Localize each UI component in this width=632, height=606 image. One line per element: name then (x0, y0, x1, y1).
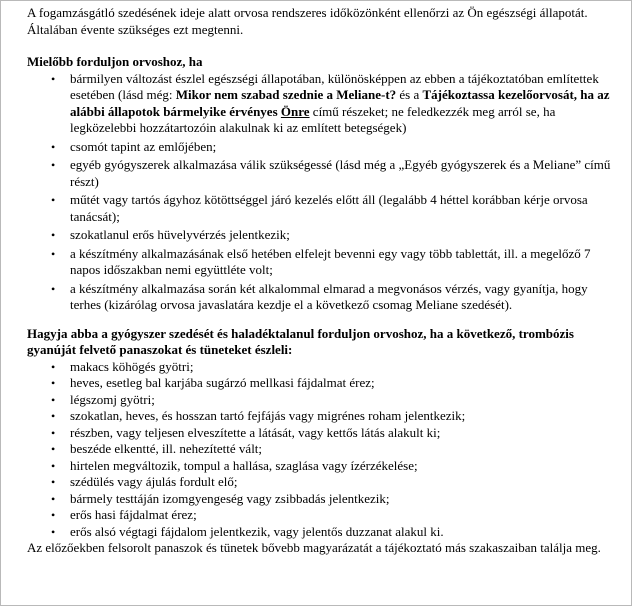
list-item: • szédülés vagy ájulás fordult elő; (51, 474, 238, 489)
list-item: • részben, vagy teljesen elveszítette a látását, vagy kettős látás alakult ki; (51, 424, 441, 440)
list-item: • csomót tapint az emlőjében; (51, 138, 217, 154)
bullet-icon: • (51, 158, 56, 172)
bullet-icon: • (51, 392, 56, 407)
bullet-icon: • (51, 409, 56, 423)
list-item: • a készítmény alkalmazása során két alkalommal elmarad a megvonásos vérzés, vagy gyanítja, hogy terhes (kizárólag orvosa javaslatára kezdje el a következő csomag Meliane szedését). (51, 280, 588, 312)
list-item: • szokatlan, heves, és hosszan tartó fejfájás vagy migrénes roham jelentkezik; (51, 408, 466, 423)
bullet-icon: • (51, 193, 56, 207)
bullet-icon: • (51, 359, 56, 374)
bullet-icon: • (51, 71, 56, 86)
list-item: • műtét vagy tartós ágyhoz kötöttséggel járó kezelés előtt áll (legalább 4 héttel korábban kérje orvosa tanácsát); (51, 192, 588, 224)
bullet-icon: • (51, 458, 56, 473)
outro-paragraph: Az előzőekben felsorolt panaszok és tünetek bővebb magyarázatát a tájékoztató más szakaszaiban találja meg. (27, 540, 601, 555)
list-item: • makacs köhögés gyötri; (51, 358, 194, 374)
list-item: • egyéb gyógyszerek alkalmazása válik szükségessé (lásd még a „Egyéb gyógyszerek és a Meliane” című részt) (51, 157, 611, 189)
bullet-icon: • (51, 475, 56, 489)
list-item: • a készítmény alkalmazásának első hetében elfelejt bevenni egy vagy több tablettát, ill. a megelőző 7 napos időszakban nemi együttléte volt; (51, 245, 591, 277)
list-item: • szokatlanul erős hüvelyvérzés jelentkezik; (51, 227, 290, 242)
list-item: • heves, esetleg bal karjába sugárzó mellkasi fájdalmat érez; (51, 375, 375, 390)
bullet-icon: • (51, 139, 56, 154)
bullet-icon: • (51, 442, 56, 456)
list-item: • hirtelen megváltozik, tompul a hallása, szaglása vagy ízérzékelése; (51, 457, 418, 473)
list-item: • erős hasi fájdalmat érez; (51, 507, 197, 522)
list-item: • erős alsó végtagi fájdalom jelentkezik, vagy jelentős duzzanat alakul ki. (51, 523, 444, 539)
bullet-icon: • (51, 376, 56, 390)
bullet-icon: • (51, 228, 56, 242)
bullet-icon: • (51, 508, 56, 522)
list-item: • bármilyen változást észlel egészségi állapotában, különösképpen az ebben a tájékoztatóban említettek esetében (lásd még: Mikor nem szabad szednie a Meliane-t? és a Tájékoztassa kezelőorvosát, ha az alábbi állapotok bármelyike érvényes Önre című részeket; ne feledkezzék meg arról se, ha legközelebbi hozzátartozóin alakulnak ki az említett betegségek) (51, 70, 610, 135)
list-item: • légszomj gyötri; (51, 391, 155, 407)
bullet-icon: • (51, 491, 56, 506)
list-item: • bármely testtáján izomgyengeség vagy zsibbadás jelentkezik; (51, 490, 390, 506)
section2-list (27, 359, 621, 541)
section2-heading: Hagyja abba a gyógyszer szedését és haladéktalanul forduljon orvoshoz, ha a következő, trombózis gyanúját felvető panaszokat és tüneteket észleli: (27, 325, 574, 357)
bullet-icon: • (51, 524, 56, 539)
bullet-icon: • (51, 246, 56, 261)
section1-heading: Mielőbb forduljon orvoshoz, ha (27, 54, 203, 69)
list-item: • beszéde elkentté, ill. nehezítetté vált; (51, 441, 263, 456)
intro-paragraph: A fogamzásgátló szedésének ideje alatt orvosa rendszeres időközönként ellenőrzi az Ön egészségi állapotát. Általában évente szükséges ezt megtenni. (27, 5, 588, 37)
section1-list (27, 71, 621, 314)
bullet-icon: • (51, 281, 56, 296)
bullet-icon: • (51, 425, 56, 440)
